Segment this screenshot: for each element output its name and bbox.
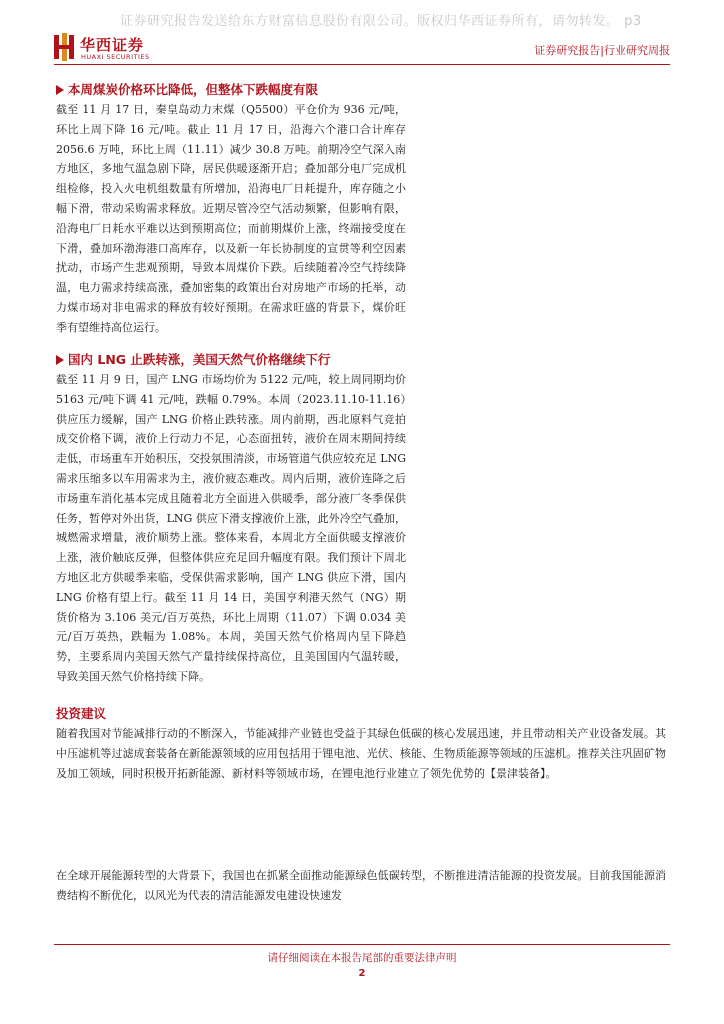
huaxi-logo-icon [54, 33, 74, 61]
company-logo [54, 33, 164, 63]
triangle-bullet-icon [56, 85, 64, 95]
coal-section [56, 80, 406, 338]
logo-english-name: HUAXI SECURITIES [81, 53, 150, 61]
footer-divider [54, 944, 670, 945]
report-type: 证券研究报告|行业研究周报 [534, 44, 670, 57]
triangle-bullet-icon [56, 355, 64, 365]
header-divider [54, 64, 670, 65]
watermark-text: 证券研究报告发送给东方财富信息股份有限公司。版权归华西证券所有，请勿转发。 p3 [120, 14, 642, 29]
investment-section [56, 704, 666, 783]
lng-section [56, 350, 406, 687]
investment-body-1: 随着我国对节能减排行动的不断深入，节能减排产业链也受益于其绿色低碳的核心发展迅速，并且带动相关产业设备发展。其中压滤机等过滤成套装备在新能源领域的应用包括用于锂电池、光伏、核能、生物质能源等领域的压滤机。推荐关注巩固矿物及加工领域，同时积极开拓新能源、新材料等领域市场，在锂电池行业建立了领先优势的【景津装备】。 [56, 727, 666, 780]
lng-section-body: 截至 11 月 9 日，国产 LNG 市场均价为 5122 元/吨，较上周同期均价 5163 元/吨下调 41 元/吨，跌幅 0.79%。本周（2023.11.10-11.16）供应压力缓解，国产 LNG 价格止跌转涨。周内前期，西北原料气竞拍成交价格下调，液价上行动力不足，心态面扭转，液价在周末期间持续走低，市场重车开始积压，交投氛围清淡，市场管道气供应较充足 LNG 需求压缩多以车用需求为主，液价疲态难改。周内后期，液价连降之后市场重车消化基本完成且随着北方全面进入供暖季，部分液厂冬季保供任务，暂停对外出货，LNG 供应下滑支撑液价上涨，此外冷空气叠加，城燃需求增量，液价顺势上涨。整体来看，本周北方全面供暖支撑液价上涨，液价触底反弹，但整体供应充足回升幅度有限。我们预计下周北方地区北方供暖季来临，受保供需求影响，国产 LNG 供应下滑，国内 LNG 价格有望上行。截至 11 月 14 日，美国亨利港天然气（NG）期货价格为 3.106 美元/百万英热，环比上周期（11.07）下调 0.034 美元/百万英热，跌幅为 1.08%。本周，美国天然气价格周内呈下降趋势，主要系周内美国天然气产量持续保持高位，且美国国内气温转暖，导致美国天然气价格持续下降。 [56, 373, 406, 683]
lng-section-title: 国内 LNG 止跌转涨，美国天然气价格继续下行 [56, 350, 406, 370]
investment-continued [56, 866, 666, 906]
coal-section-body: 截至 11 月 17 日，秦皇岛动力末煤（Q5500）平仓价为 936 元/吨，环比上周下降 16 元/吨。截止 11 月 17 日，沿海六个港口合计库存 2056.6 万吨，环比上周（11.11）减少 30.8 万吨。前期冷空气深入南方地区，多地气温急剧下降，居民供暖逐渐开启；叠加部分电厂完成机组检修，投入火电机组数量有所增加，沿海电厂日耗提升，库存随之小幅下滑，带动采购需求释放。近期尽管冷空气活动频繁，但影响有限，沿海电厂日耗水平难以达到预期高位；而前期煤价上涨，终端接受度在下滑，叠加环渤海港口高库存，以及新一年长协制度的宣贯等利空因素扰动，市场产生悲观预期，导致本周煤价下跌。后续随着冷空气持续降温，电力需求持续高涨，叠加密集的政策出台对房地产市场的托举，动力煤市场对非电需求的释放有较好预期。在需求旺盛的背景下，煤价旺季有望维持高位运行。 [56, 103, 406, 334]
investment-section-title: 投资建议 [56, 706, 107, 721]
investment-body-2: 在全球开展能源转型的大背景下，我国也在抓紧全面推动能源绿色低碳转型，不断推进清洁能源的投资发展。目前我国能源消费结构不断优化，以风光为代表的清洁能源发电建设快速发 [56, 869, 666, 902]
logo-chinese-name: 华西证券 [80, 36, 145, 54]
page-number: 2 [358, 968, 366, 979]
coal-section-title: 本周煤炭价格环比降低，但整体下跌幅度有限 [56, 80, 406, 100]
legal-disclaimer: 请仔细阅读在本报告尾部的重要法律声明 [267, 952, 457, 964]
